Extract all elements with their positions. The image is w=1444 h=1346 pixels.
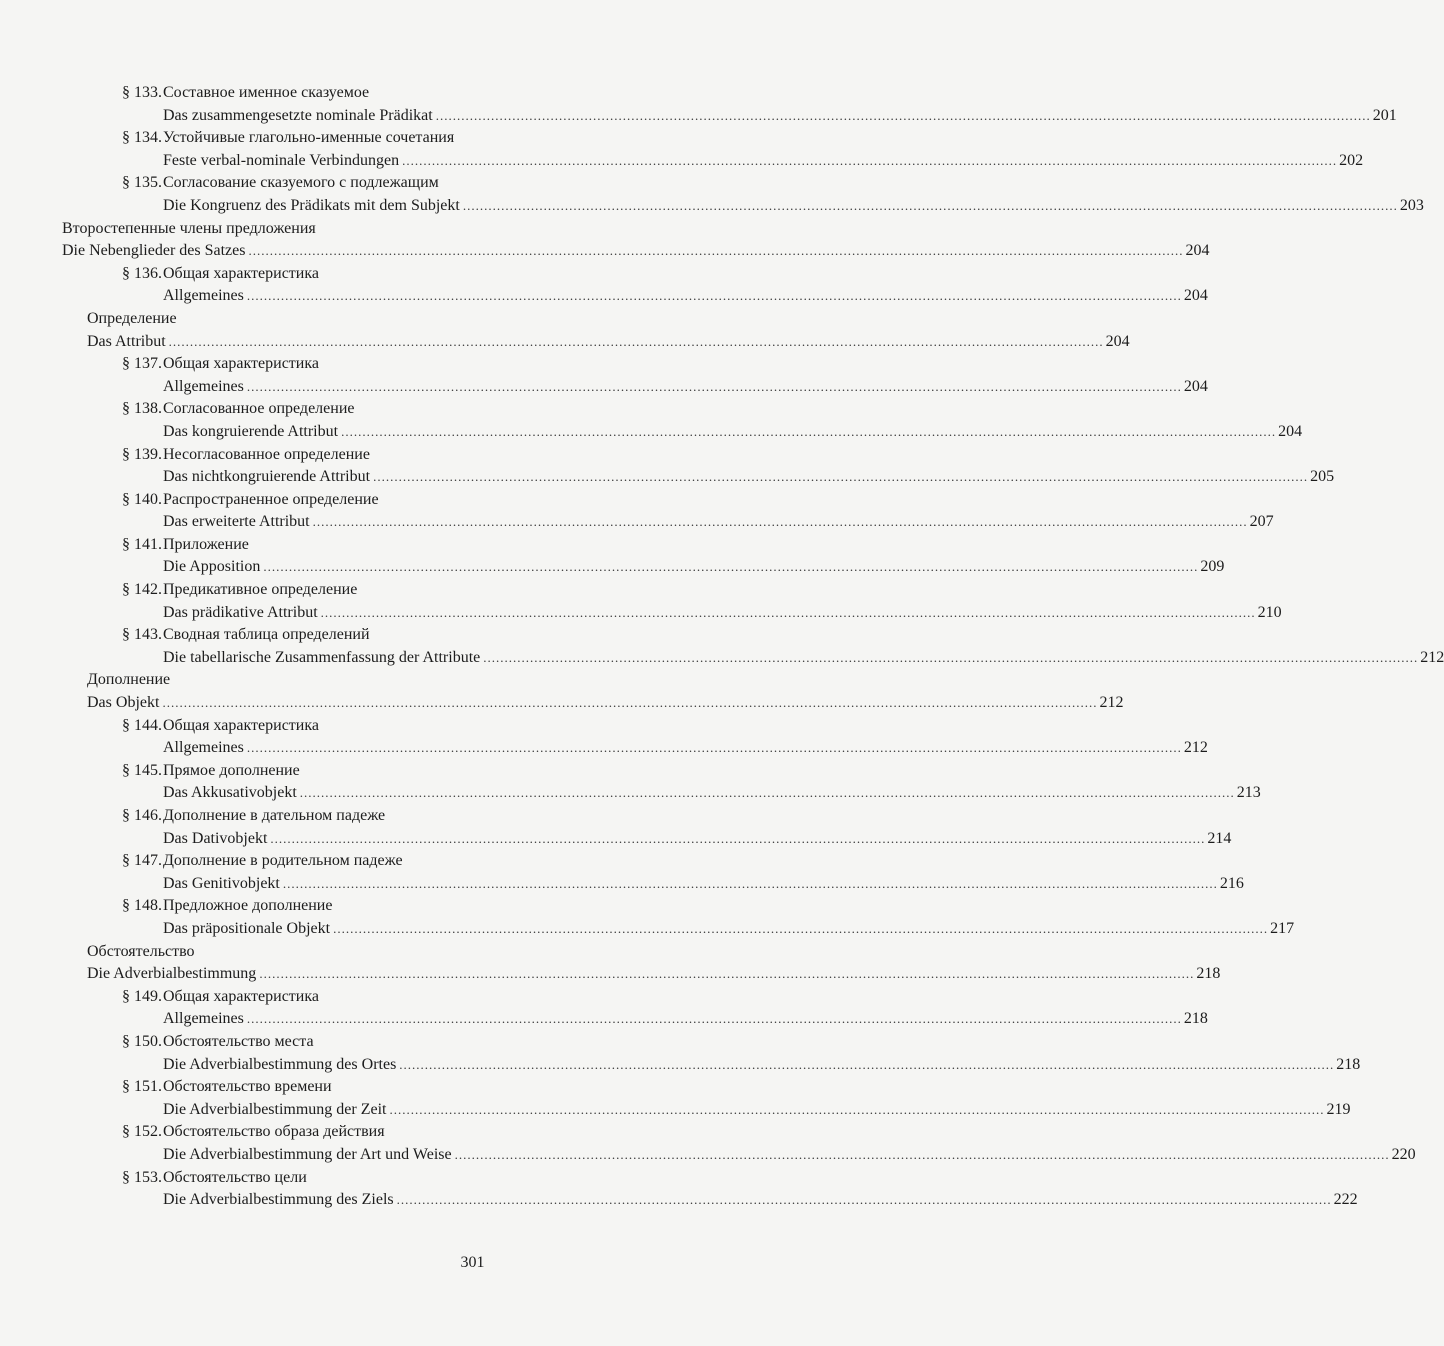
leader-dots: ............................................................................................................................................................................................................................ [246,378,1182,394]
paragraph-number: § 146. [122,807,162,824]
toc-title-ru: Предикативное определение [163,581,358,599]
toc-page-number: 212 [1420,648,1444,666]
toc-entry-de[interactable] [0,240,1210,263]
toc-page-number: 216 [1219,874,1244,892]
toc-page-number: 218 [1183,1010,1208,1028]
paragraph-number: § 144. [122,716,162,734]
toc-entry-de[interactable] [0,647,1444,670]
leader-dots: ............................................................................................................................................................................................................................ [454,1146,1390,1162]
toc-heading-ru [0,398,1000,421]
paragraph-number: § 139. [122,445,162,463]
toc-title-ru: Общая характеристика [163,264,319,282]
paragraph-number: § 147. [122,852,162,870]
toc-heading-ru [0,805,1000,828]
toc-heading-ru [0,669,1000,692]
toc-title-ru: Дополнение в родительном падеже [163,852,403,870]
toc-page-number: 210 [1257,603,1282,621]
toc-title-de: Die Kongruenz des Prädikats mit dem Subjekt [163,196,460,214]
leader-dots: ............................................................................................................................................................................................................................ [373,469,1309,485]
paragraph-number: § 141. [122,535,162,553]
toc-entry-de[interactable] [0,195,1424,218]
toc-heading-ru [0,353,1000,376]
toc-page-number: 218 [1196,965,1221,983]
paragraph-number: § 134. [122,129,162,147]
toc-title-de: Das Genitivobjekt [163,874,280,892]
leader-dots: ............................................................................................................................................................................................................................ [396,1192,1332,1208]
toc-entry-de[interactable] [0,466,1335,489]
toc-entry-de[interactable] [0,285,1208,308]
toc-page-number: 204 [1183,377,1208,395]
toc-title-de: Die Adverbialbestimmung der Art und Weise [163,1145,452,1163]
toc-title-ru: Обстоятельство [87,942,195,960]
toc-entry-de[interactable] [0,1144,1416,1167]
paragraph-number: § 148. [122,897,162,915]
toc-page-number: 207 [1249,513,1274,531]
toc-heading-ru [0,534,1000,557]
toc-entry-de[interactable] [0,828,1232,851]
toc-title-de: Das nichtkongruierende Attribut [163,468,371,486]
toc-page-number: 209 [1200,558,1225,576]
toc-heading-ru [0,760,1000,783]
paragraph-number: § 145. [122,761,162,779]
toc-title-ru: Дополнение [87,671,171,689]
leader-dots: ............................................................................................................................................................................................................................ [333,920,1269,936]
toc-page-number: 202 [1339,151,1364,169]
toc-title-de: Die Adverbialbestimmung der Zeit [163,1100,387,1118]
toc-entry-de[interactable] [0,1189,1358,1212]
toc-page-number: 220 [1391,1145,1416,1163]
toc-title-ru: Общая характеристика [163,987,319,1005]
toc-entry-de[interactable] [0,556,1225,579]
toc-title-ru: Обстоятельство времени [163,1078,332,1096]
leader-dots: ............................................................................................................................................................................................................................ [168,333,1104,349]
toc-title-de: Das zusammengesetzte nominale Prädikat [163,106,433,124]
toc-heading-ru [0,986,1000,1009]
toc-title-de: Allgemeines [163,1010,244,1028]
leader-dots: ............................................................................................................................................................................................................................ [399,1056,1335,1072]
toc-title-ru: Общая характеристика [163,355,319,373]
paragraph-number: § 153. [122,1168,162,1186]
paragraph-number: § 133. [122,84,162,101]
toc-entry-de[interactable] [0,737,1208,760]
toc-entry-de[interactable] [0,150,1364,173]
leader-dots: ............................................................................................................................................................................................................................ [263,559,1199,575]
toc-title-de: Das prädikative Attribut [163,603,318,621]
toc-title-de: Die Adverbialbestimmung des Ziels [163,1191,394,1209]
toc-heading-ru [0,1076,1000,1099]
paragraph-number: § 143. [122,626,162,644]
toc-title-de: Allgemeines [163,739,244,757]
toc-heading-ru [0,624,1000,647]
toc-page-number: 213 [1236,784,1261,802]
toc-heading-ru [0,444,1000,467]
paragraph-number: § 138. [122,400,162,418]
toc-entry-de[interactable] [0,782,1261,805]
toc-title-ru: Второстепенные члены предложения [62,219,316,237]
toc-title-de: Das kongruierende Attribut [163,422,339,440]
toc-title-de: Das erweiterte Attribut [163,513,310,531]
leader-dots: ............................................................................................................................................................................................................................ [320,604,1256,620]
paragraph-number: § 150. [122,1032,162,1050]
leader-dots: ............................................................................................................................................................................................................................ [282,875,1218,891]
toc-heading-ru [0,308,1000,331]
leader-dots: ............................................................................................................................................................................................................................ [246,740,1182,756]
leader-dots: ............................................................................................................................................................................................................................ [162,695,1098,711]
toc-heading-ru [0,1121,1000,1144]
toc-title-ru: Приложение [163,535,249,553]
toc-page-number: 204 [1183,287,1208,305]
toc-entry-de[interactable] [0,1054,1361,1077]
toc-entry-de[interactable] [0,963,1221,986]
paragraph-number: § 152. [122,1123,162,1141]
leader-dots: ............................................................................................................................................................................................................................ [483,649,1419,665]
toc-title-ru: Общая характеристика [163,716,319,734]
toc-heading-ru [0,1167,1000,1190]
toc-page-number: 204 [1278,422,1303,440]
toc-title-ru: Предложное дополнение [163,897,333,915]
toc-page-number: 222 [1333,1191,1358,1209]
toc-entry-de[interactable] [0,331,1130,354]
toc-entry-de[interactable] [0,918,1295,941]
toc-entry-de[interactable] [0,1008,1208,1031]
toc-title-de: Die Apposition [163,558,261,576]
toc-heading-ru [0,850,1000,873]
toc-title-ru: Обстоятельство цели [163,1168,307,1186]
toc-title-ru: Несогласованное определение [163,445,370,463]
toc-heading-ru [0,82,1000,105]
toc-title-ru: Обстоятельство места [163,1032,314,1050]
leader-dots: ............................................................................................................................................................................................................................ [299,785,1235,801]
leader-dots: ............................................................................................................................................................................................................................ [402,152,1338,168]
toc-title-de: Feste verbal-nominale Verbindungen [163,151,400,169]
toc-title-ru: Обстоятельство образа действия [163,1123,385,1141]
paragraph-number: § 151. [122,1078,162,1096]
toc-page-number: 219 [1326,1100,1351,1118]
toc-title-ru: Устойчивые глагольно-именные сочетания [163,129,455,147]
toc-title-ru: Прямое дополнение [163,761,300,779]
toc-heading-ru [0,218,1000,241]
toc-entry-de[interactable] [0,511,1274,534]
toc-heading-ru [0,263,1000,286]
toc-page-number: 204 [1185,242,1210,260]
toc-title-ru: Сводная таблица определений [163,626,370,644]
toc-title-ru: Составное именное сказуемое [163,84,370,101]
toc-page-number: 214 [1207,829,1232,847]
toc-heading-ru [0,579,1000,602]
leader-dots: ............................................................................................................................................................................................................................ [270,830,1206,846]
paragraph-number: § 136. [122,264,162,282]
leader-dots: ............................................................................................................................................................................................................................ [246,1011,1182,1027]
toc-entry-de[interactable] [0,105,1397,128]
toc-title-ru: Дополнение в дательном падеже [163,807,386,824]
toc-title-de: Das präpositionale Objekt [163,919,331,937]
toc-heading-ru [0,172,1000,195]
leader-dots: ............................................................................................................................................................................................................................ [435,107,1371,123]
toc-title-de: Allgemeines [163,377,244,395]
toc-title-ru: Распространенное определение [163,490,379,508]
toc-page-number: 203 [1399,196,1424,214]
toc-entry-de[interactable] [0,1099,1351,1122]
leader-dots: ............................................................................................................................................................................................................................ [248,243,1184,259]
toc-heading-ru [0,489,1000,512]
toc-page-number: 218 [1336,1055,1361,1073]
toc-title-de: Die Nebenglieder des Satzes [62,242,246,260]
toc-entry-de[interactable] [0,692,1124,715]
toc-title-de: Die tabellarische Zusammenfassung der Attribute [163,648,481,666]
paragraph-number: § 142. [122,581,162,599]
leader-dots: ............................................................................................................................................................................................................................ [462,197,1398,213]
toc-title-de: Das Attribut [87,332,166,350]
paragraph-number: § 135. [122,174,162,192]
toc-heading-ru [0,127,1000,150]
leader-dots: ............................................................................................................................................................................................................................ [389,1101,1325,1117]
toc-page-number: 205 [1310,468,1335,486]
page-number: 301 [460,1254,485,1271]
toc-heading-ru [0,715,1000,738]
toc-heading-ru [0,895,1000,918]
toc-title-de: Die Adverbialbestimmung des Ortes [163,1055,397,1073]
toc-page-number: 212 [1099,694,1124,712]
toc-heading-ru [0,941,1000,964]
paragraph-number: § 137. [122,355,162,373]
leader-dots: ............................................................................................................................................................................................................................ [341,423,1277,439]
paragraph-number: § 149. [122,987,162,1005]
toc-title-de: Die Adverbialbestimmung [87,965,257,983]
toc-entry-de[interactable] [0,873,1244,896]
toc-title-ru: Согласованное определение [163,400,355,418]
paragraph-number: § 140. [122,490,162,508]
toc-entry-de[interactable] [0,376,1208,399]
toc-page-number: 204 [1105,332,1130,350]
leader-dots: ............................................................................................................................................................................................................................ [259,966,1195,982]
toc-page-number: 217 [1270,919,1295,937]
toc-entry-de[interactable] [0,602,1282,625]
leader-dots: ............................................................................................................................................................................................................................ [246,288,1182,304]
toc-title-ru: Определение [87,309,177,327]
toc-page-number: 212 [1183,739,1208,757]
toc-title-de: Das Akkusativobjekt [163,784,297,802]
toc-title-de: Allgemeines [163,287,244,305]
toc-title-de: Das Dativobjekt [163,829,268,847]
toc-title-de: Das Objekt [87,694,160,712]
leader-dots: ............................................................................................................................................................................................................................ [312,514,1248,530]
toc-page-number: 201 [1372,106,1397,124]
table-of-contents [0,82,1444,1212]
toc-heading-ru [0,1031,1000,1054]
toc-title-ru: Согласование сказуемого с подлежащим [163,174,439,192]
toc-entry-de[interactable] [0,421,1303,444]
